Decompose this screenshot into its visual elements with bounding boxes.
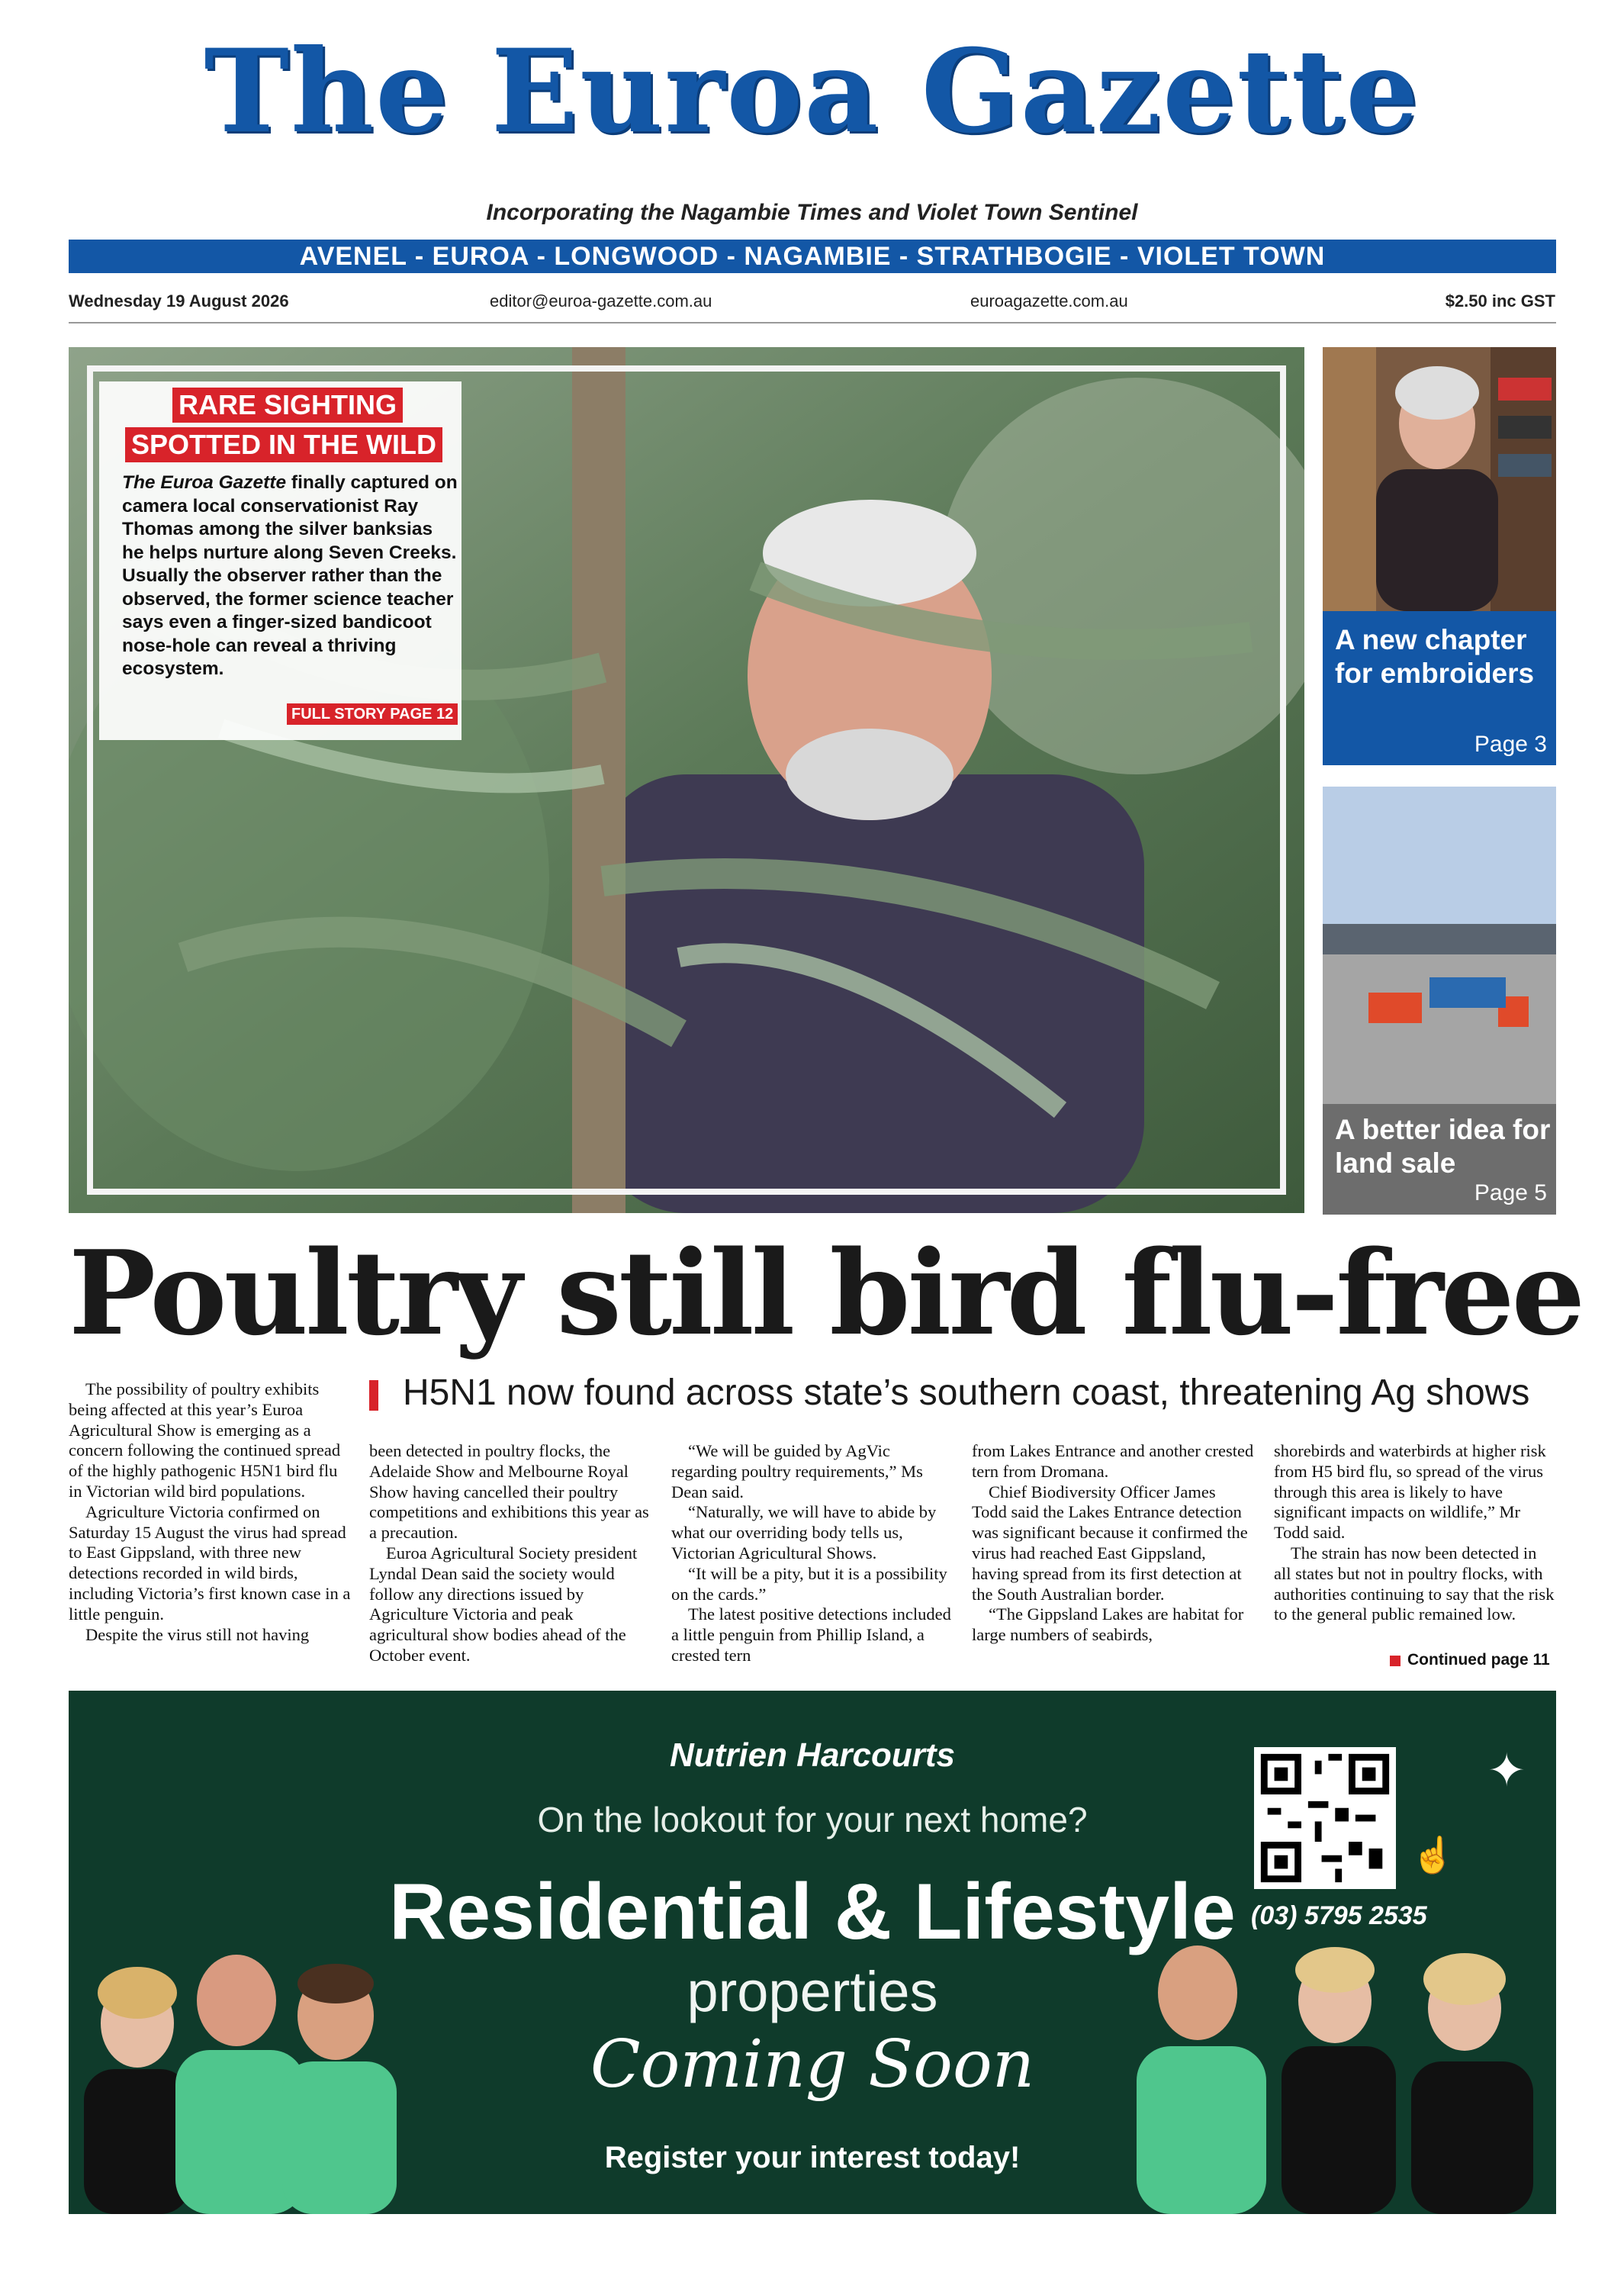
caption-body: finally captured on camera local conservationist Ray Thomas among the silver banksias he helps nurture along Seven Creeks. Usually the observer rather than the observed, the former science teacher says even a finger-sized bandicoot nose-hole can reveal a thriving ecosystem. xyxy=(122,472,458,679)
teaser-land-sale[interactable] xyxy=(1323,1104,1556,1215)
story-paragraph: The latest positive detections included a little penguin from Phillip Island, a crested tern xyxy=(671,1604,951,1665)
story-paragraph: Agriculture Victoria confirmed on Saturday 15 August the virus had spread to East Gippsland, with three new detections recorded in wild birds, including Victoria’s first known case in a little penguin. xyxy=(69,1501,351,1624)
story-paragraph: “It will be a pity, but it is a possibility on the cards.” xyxy=(671,1563,947,1604)
story-paragraph: Chief Biodiversity Officer James Todd said the Lakes Entrance detection was significant because it confirmed the virus had reached East Gippsland, having spread from its first detection at the South Australian border. xyxy=(972,1482,1248,1604)
story-paragraph: Euroa Agricultural Society president Lyndal Dean said the society would follow any directions issued by Agriculture Victoria and peak agricultural show bodies ahead of the October event. xyxy=(369,1543,638,1665)
story-column-1 xyxy=(69,1379,351,1645)
story-paragraph: been detected in poultry flocks, the Adelaide Show and Melbourne Royal Show having cancelled their poultry competitions and exhibitions this year as a precaution. xyxy=(369,1441,649,1543)
subhead-marker xyxy=(369,1380,378,1411)
sparkle-icon: ✦ xyxy=(1487,1745,1526,1796)
story-paragraph: “Naturally, we will have to abide by what our overriding body tells us, Victorian Agricultural Shows. xyxy=(671,1502,937,1562)
ad-phone-number[interactable]: (03) 5795 2535 xyxy=(1251,1901,1427,1930)
ad-lookout-text: On the lookout for your next home? xyxy=(537,1800,1088,1839)
ad-headline: Residential & Lifestyle xyxy=(389,1868,1236,1956)
masthead-title: The Euroa Gazette xyxy=(204,24,1420,159)
story-paragraph: from Lakes Entrance and another crested tern from Dromana. xyxy=(972,1441,1254,1481)
rare-sighting-tag: RARE SIGHTING xyxy=(172,388,403,423)
ad-coming-soon: Coming Soon xyxy=(590,2026,1035,2103)
story-paragraph: The possibility of poultry exhibits being affected at this year’s Euroa Agricultural Show is emerging as a concern following the continued spread of the highly pathogenic H5N1 bird flu in Victorian wild bird populations. xyxy=(69,1379,341,1501)
story-paragraph: shorebirds and waterbirds at higher risk from H5 bird flu, so spread of the virus through this area is likely to have significant impacts on wildlife,” Mr Todd said. xyxy=(1274,1441,1546,1543)
teaser-embroiders-page: Page 3 xyxy=(1474,732,1547,757)
qr-code-icon[interactable] xyxy=(1254,1747,1396,1889)
teaser-land-sale-photo[interactable] xyxy=(1323,787,1556,1104)
feature-caption xyxy=(122,471,458,681)
masthead-divider xyxy=(69,322,1556,323)
caption-publication: The Euroa Gazette xyxy=(122,472,287,493)
teaser-embroiders[interactable] xyxy=(1323,611,1556,765)
issue-date: Wednesday 19 August 2026 xyxy=(69,291,289,311)
editor-email-link[interactable]: editor@euroa-gazette.com.au xyxy=(490,291,712,311)
lead-subhead: H5N1 now found across state’s southern coast, threatening Ag shows xyxy=(403,1373,1530,1413)
towns-bar: AVENEL - EUROA - LONGWOOD - NAGAMBIE - STRATHBOGIE - VIOLET TOWN xyxy=(69,240,1556,273)
teaser-embroiders-title: A new chapter for embroiders xyxy=(1335,624,1535,689)
story-paragraph: The strain has now been detected in all states but not in poultry flocks, with authorities continuing to say that the risk to the general public remained low. xyxy=(1274,1543,1555,1624)
lead-headline: Poultry still bird flu-free xyxy=(69,1225,1583,1361)
full-story-link[interactable]: FULL STORY PAGE 12 xyxy=(287,703,458,725)
teaser-land-sale-title: A better idea for land sale xyxy=(1335,1114,1551,1179)
ad-brand-logo: Nutrien Harcourts xyxy=(669,1736,956,1774)
continued-marker xyxy=(1390,1656,1400,1666)
story-column-5 xyxy=(1274,1441,1556,1625)
story-column-2 xyxy=(369,1441,651,1666)
website-link[interactable]: euroagazette.com.au xyxy=(970,291,1128,311)
ad-properties-text: properties xyxy=(687,1960,938,2023)
teaser-embroiders-photo[interactable] xyxy=(1323,347,1556,611)
story-column-3 xyxy=(671,1441,953,1666)
story-paragraph: Despite the virus still not having xyxy=(85,1624,310,1644)
ad-register-cta[interactable]: Register your interest today! xyxy=(604,2141,1021,2174)
continued-link[interactable]: Continued page 11 xyxy=(1407,1651,1550,1669)
tap-hand-icon: ☝ xyxy=(1411,1835,1455,1875)
story-column-4 xyxy=(972,1441,1254,1646)
story-paragraph: “The Gippsland Lakes are habitat for large numbers of seabirds, xyxy=(972,1604,1244,1645)
spotted-in-wild-tag: SPOTTED IN THE WILD xyxy=(125,427,442,462)
story-paragraph: “We will be guided by AgVic regarding poultry requirements,” Ms Dean said. xyxy=(671,1441,923,1501)
masthead-tagline: Incorporating the Nagambie Times and Violet Town Sentinel xyxy=(486,200,1138,225)
cover-price: $2.50 inc GST xyxy=(1445,291,1555,311)
teaser-land-sale-page: Page 5 xyxy=(1474,1180,1547,1205)
real-estate-ad[interactable] xyxy=(69,1691,1556,2214)
